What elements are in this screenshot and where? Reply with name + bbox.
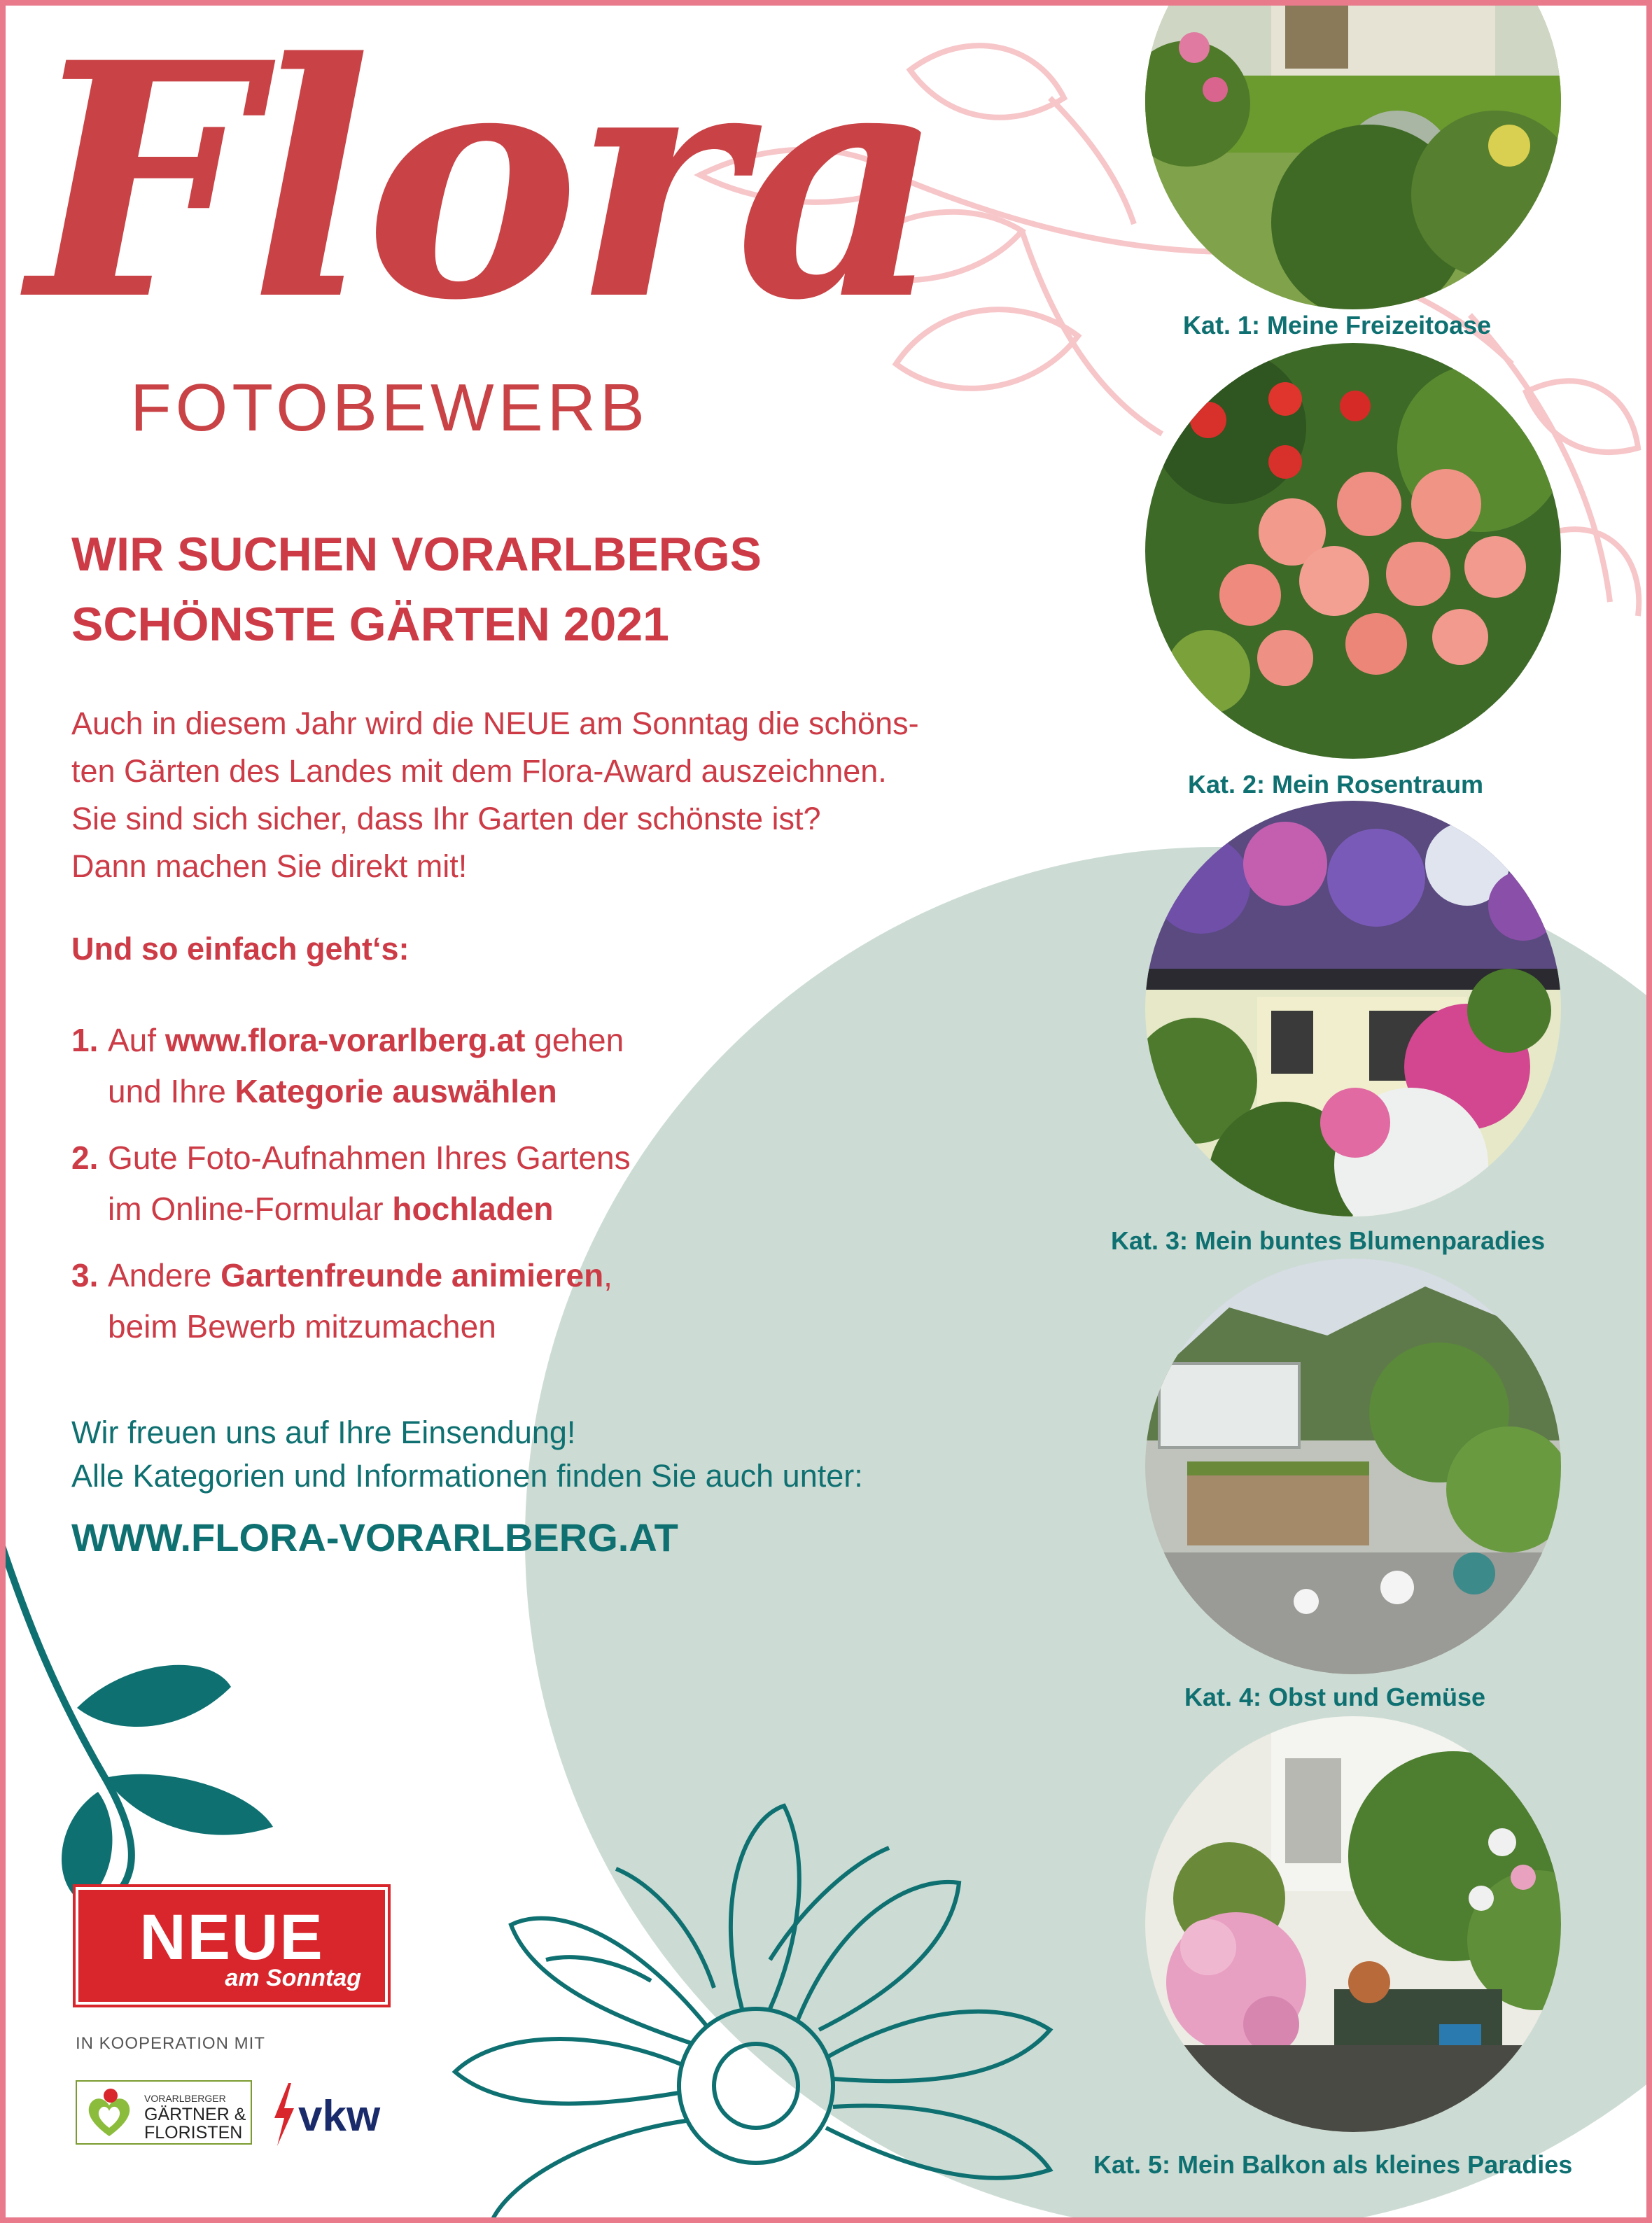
partner1-line-1: GÄRTNER & bbox=[144, 2105, 246, 2124]
closing-line-2: Alle Kategorien und Informationen finden Sie auch unter: bbox=[71, 1458, 863, 1494]
steps-list bbox=[71, 1015, 841, 1368]
step-text: , bbox=[603, 1257, 612, 1293]
step-line bbox=[108, 1250, 841, 1301]
neue-logo-text: NEUE bbox=[139, 1902, 324, 1973]
intro-line-2: ten Gärten des Landes mit dem Flora-Award auszeichnen. bbox=[71, 753, 887, 789]
step-text: im Online-Formular bbox=[108, 1191, 393, 1227]
step-line bbox=[108, 1301, 841, 1352]
step-emphasis: Kategorie auswählen bbox=[234, 1073, 557, 1109]
steps-heading: Und so einfach geht‘s: bbox=[71, 931, 410, 967]
teal-leaf-branch bbox=[0, 1540, 273, 1904]
closing-line-1: Wir freuen uns auf Ihre Einsendung! bbox=[71, 1415, 576, 1450]
am-sonntag-text: am Sonntag bbox=[225, 1965, 361, 1991]
flora-logo-title: Flora bbox=[28, 0, 937, 371]
step-link-text[interactable]: www.flora-vorarlberg.at bbox=[164, 1022, 526, 1058]
step-number: 3. bbox=[71, 1257, 99, 1293]
category-caption-1: Kat. 1: Meine Freizeitoase bbox=[1183, 311, 1492, 339]
step-item bbox=[71, 1250, 841, 1352]
fotobewerb-subtitle: FOTOBEWERB bbox=[130, 370, 649, 445]
step-text: und Ihre bbox=[108, 1073, 235, 1109]
heart-flower-icon bbox=[83, 2087, 136, 2140]
step-text: Auf bbox=[108, 1022, 165, 1058]
step-line bbox=[108, 1066, 841, 1117]
step-emphasis: hochladen bbox=[392, 1191, 554, 1227]
step-line bbox=[108, 1184, 841, 1235]
headline-line-2: SCHÖNSTE GÄRTEN 2021 bbox=[71, 598, 669, 651]
step-text: gehen bbox=[525, 1022, 624, 1058]
step-line bbox=[108, 1132, 841, 1184]
partner1-line-2: FLORISTEN bbox=[144, 2123, 243, 2143]
intro-line-4: Dann machen Sie direkt mit! bbox=[71, 848, 468, 884]
category-photo-obst-gemuese bbox=[1145, 1258, 1561, 1674]
gaertner-floristen-logo bbox=[76, 2080, 252, 2145]
intro-line-3: Sie sind sich sicher, dass Ihr Garten der schönste ist? bbox=[71, 801, 821, 836]
category-caption-2: Kat. 2: Mein Rosentraum bbox=[1188, 770, 1484, 799]
partner1-small-text: VORARLBERGER bbox=[144, 2093, 226, 2104]
step-text: Gute Foto-Aufnahmen Ihres Gartens bbox=[108, 1139, 631, 1176]
category-photo-rosentraum bbox=[1145, 343, 1561, 759]
step-number: 1. bbox=[71, 1022, 99, 1058]
step-text: beim Bewerb mitzumachen bbox=[108, 1308, 496, 1345]
cooperation-label: IN KOOPERATION MIT bbox=[76, 2034, 265, 2053]
step-item bbox=[71, 1015, 841, 1117]
headline-line-1: WIR SUCHEN VORARLBERGS bbox=[71, 528, 762, 581]
step-line bbox=[108, 1015, 841, 1066]
category-caption-4: Kat. 4: Obst und Gemüse bbox=[1184, 1683, 1486, 1711]
step-item bbox=[71, 1132, 841, 1235]
step-text: Andere bbox=[108, 1257, 221, 1293]
category-caption-3: Kat. 3: Mein buntes Blumenparadies bbox=[1111, 1226, 1546, 1255]
closing-text bbox=[71, 1411, 1051, 1498]
neue-am-sonntag-logo bbox=[76, 1887, 388, 2005]
step-emphasis: Gartenfreunde animieren bbox=[220, 1257, 604, 1293]
category-caption-5: Kat. 5: Mein Balkon als kleines Paradies bbox=[1093, 2150, 1573, 2179]
vkw-text: vkw bbox=[298, 2092, 381, 2140]
headline bbox=[71, 519, 1051, 659]
lightning-bolt-icon bbox=[270, 2083, 298, 2146]
vkw-logo bbox=[270, 2083, 403, 2146]
website-link[interactable]: WWW.FLORA-VORARLBERG.AT bbox=[71, 1515, 678, 1559]
intro-line-1: Auch in diesem Jahr wird die NEUE am Sonntag die schöns- bbox=[71, 706, 919, 741]
category-photo-blumenparadies bbox=[1145, 801, 1561, 1216]
step-number: 2. bbox=[71, 1139, 99, 1176]
intro-paragraph bbox=[71, 700, 1079, 890]
category-photo-balkon bbox=[1145, 1716, 1561, 2132]
